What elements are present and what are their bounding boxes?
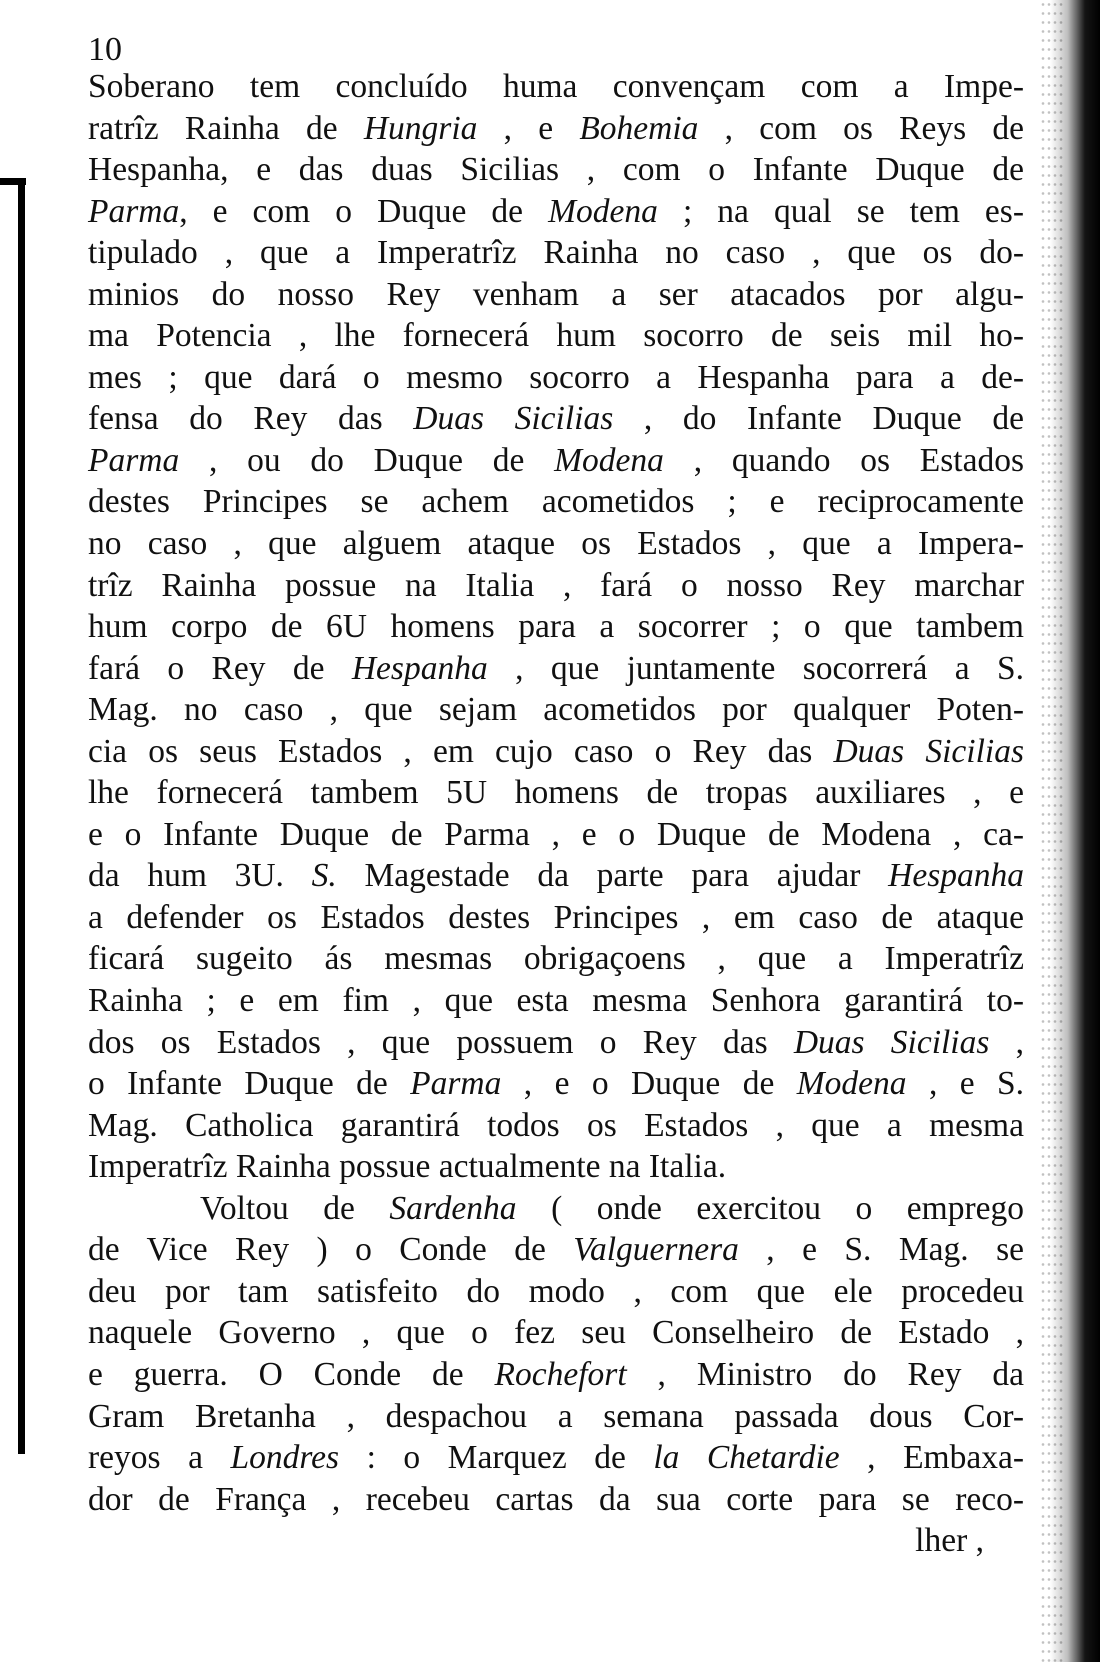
italic-text-segment: Hungria: [363, 109, 478, 147]
text-segment: cia os seus Estados , em cujo caso o Rey das: [88, 732, 834, 770]
text-line: [88, 1396, 1024, 1438]
text-line: [88, 66, 1024, 108]
body-text: [88, 66, 1024, 1562]
text-segment: deu por tam satisfeito do modo , com que ele procedeu: [88, 1272, 1024, 1310]
text-segment: , quando os Estados: [663, 441, 1024, 479]
text-segment: lher ,: [915, 1522, 984, 1560]
binding-rule-tick: [0, 178, 26, 185]
text-segment: ficará sugeito ás mesmas obrigaçoens , que a Imperatrîz: [88, 940, 1024, 978]
text-line: [88, 1146, 1024, 1188]
text-segment: Gram Bretanha , despachou a semana passada dous Cor-: [88, 1397, 1024, 1435]
text-segment: reyos a: [88, 1439, 231, 1477]
text-segment: : o Marquez de: [339, 1439, 654, 1477]
text-segment: no caso , que alguem ataque os Estados , que a Impera-: [88, 525, 1024, 563]
text-segment: dor de França , recebeu cartas da sua corte para se reco-: [88, 1480, 1024, 1518]
text-segment: Rainha ; e em fim , que esta mesma Senhora garantirá to-: [88, 982, 1024, 1020]
text-line: [88, 565, 1024, 607]
text-line: [88, 897, 1024, 939]
text-segment: lhe fornecerá tambem 5U homens de tropas auxiliares , e: [88, 774, 1024, 812]
text-line: [88, 398, 1024, 440]
text-segment: a defender os Estados destes Principes , em caso de ataque: [88, 898, 1024, 936]
text-segment: , e o Duque de: [501, 1065, 797, 1103]
text-line: [88, 980, 1024, 1022]
text-segment: ma Potencia , lhe fornecerá hum socorro de seis mil ho-: [88, 317, 1024, 355]
italic-text-segment: Duas Sicilias: [793, 1023, 990, 1061]
text-segment: , que juntamente socorrerá a S.: [487, 649, 1024, 687]
text-segment: ,: [989, 1023, 1024, 1061]
text-segment: Voltou de: [200, 1189, 390, 1227]
text-segment: naquele Governo , que o fez seu Conselheiro de Estado ,: [88, 1314, 1024, 1352]
text-segment: ratrîz Rainha de: [88, 109, 364, 147]
text-segment: , e S.: [906, 1065, 1024, 1103]
text-segment: de Vice Rey ) o Conde de: [88, 1231, 574, 1269]
text-line: [88, 1479, 1024, 1521]
text-segment: destes Principes se achem acometidos ; e reciprocamente: [88, 483, 1024, 521]
italic-text-segment: Hespanha: [888, 857, 1024, 895]
text-line: [88, 1188, 1024, 1230]
italic-text-segment: Duas Sicilias: [413, 400, 614, 438]
text-segment: , ou do Duque de: [179, 441, 555, 479]
italic-text-segment: Modena: [796, 1065, 907, 1103]
text-line: [88, 357, 1024, 399]
text-segment: , Ministro do Rey da: [626, 1355, 1024, 1393]
text-segment: , Embaxa-: [839, 1439, 1024, 1477]
text-segment: Mag. no caso , que sejam acometidos por qualquer Poten-: [88, 691, 1024, 729]
text-segment: e guerra. O Conde de: [88, 1355, 495, 1393]
page-number: 10: [88, 31, 122, 68]
text-line: [88, 1312, 1024, 1354]
text-segment: fará o Rey de: [88, 649, 352, 687]
text-segment: , do Infante Duque de: [613, 400, 1024, 438]
italic-text-segment: Sardenha: [389, 1189, 517, 1227]
italic-text-segment: Londres: [230, 1439, 340, 1477]
text-segment: tipulado , que a Imperatrîz Rainha no caso , que os do-: [88, 234, 1024, 272]
text-line: [88, 1022, 1024, 1064]
text-line: [88, 191, 1024, 233]
text-segment: minios do nosso Rey venham a ser atacados por algu-: [88, 275, 1024, 313]
text-segment: , e com o Duque de: [179, 192, 549, 230]
italic-text-segment: Modena: [548, 192, 658, 230]
italic-text-segment: la Chetardie: [653, 1439, 840, 1477]
text-segment: , com os Reys de: [698, 109, 1024, 147]
text-segment: ; na qual se tem es-: [657, 192, 1024, 230]
italic-text-segment: Parma: [88, 192, 180, 230]
text-line: [88, 149, 1024, 191]
text-segment: o Infante Duque de: [88, 1065, 411, 1103]
text-segment: da hum 3U.: [88, 857, 312, 895]
text-line: [88, 814, 1024, 856]
text-line: [88, 731, 1024, 773]
text-line: [88, 523, 1024, 565]
text-line: [88, 274, 1024, 316]
text-segment: , e S. Mag. se: [738, 1231, 1024, 1269]
text-line: [88, 108, 1024, 150]
italic-text-segment: Modena: [554, 441, 664, 479]
italic-text-segment: Valguernera: [573, 1231, 739, 1269]
text-line: [88, 689, 1024, 731]
italic-text-segment: Parma: [410, 1065, 502, 1103]
text-line: [88, 606, 1024, 648]
text-segment: , e: [477, 109, 580, 147]
text-segment: e o Infante Duque de Parma , e o Duque de Modena , ca-: [88, 815, 1024, 853]
text-segment: Magestade da parte para ajudar: [336, 857, 889, 895]
text-line: [88, 1229, 1024, 1271]
text-segment: hum corpo de 6U homens para a socorrer ; o que tambem: [88, 608, 1024, 646]
text-line: [88, 481, 1024, 523]
text-line: [88, 1520, 1024, 1562]
text-segment: trîz Rainha possue na Italia , fará o nosso Rey marchar: [88, 566, 1024, 604]
text-line: [88, 938, 1024, 980]
text-segment: dos os Estados , que possuem o Rey das: [88, 1023, 794, 1061]
text-segment: Soberano tem concluído huma convençam com a Impe-: [88, 68, 1024, 105]
text-segment: Mag. Catholica garantirá todos os Estados , que a mesma: [88, 1106, 1024, 1144]
italic-text-segment: S.: [311, 857, 337, 895]
italic-text-segment: Hespanha: [351, 649, 488, 687]
italic-text-segment: Bohemia: [579, 109, 699, 147]
text-segment: fensa do Rey das: [88, 400, 414, 438]
italic-text-segment: Duas Sicilias: [833, 732, 1025, 770]
text-segment: Imperatrîz Rainha possue actualmente na Italia.: [88, 1148, 727, 1186]
text-line: [88, 1063, 1024, 1105]
page-edge-speckle: [1040, 0, 1064, 1662]
binding-rule: [18, 178, 25, 1454]
text-line: [88, 855, 1024, 897]
text-line: [88, 440, 1024, 482]
text-segment: ( onde exercitou o emprego: [516, 1189, 1024, 1227]
text-segment: Hespanha, e das duas Sicilias , com o Infante Duque de: [88, 151, 1024, 189]
text-line: [88, 232, 1024, 274]
italic-text-segment: Rochefort: [494, 1355, 627, 1393]
text-line: [88, 648, 1024, 690]
text-line: [88, 1105, 1024, 1147]
text-line: [88, 1354, 1024, 1396]
italic-text-segment: Parma: [88, 441, 180, 479]
text-line: [88, 772, 1024, 814]
text-segment: mes ; que dará o mesmo socorro a Hespanha para a de-: [88, 358, 1024, 396]
text-line: [88, 1437, 1024, 1479]
text-line: [88, 315, 1024, 357]
text-line: [88, 1271, 1024, 1313]
